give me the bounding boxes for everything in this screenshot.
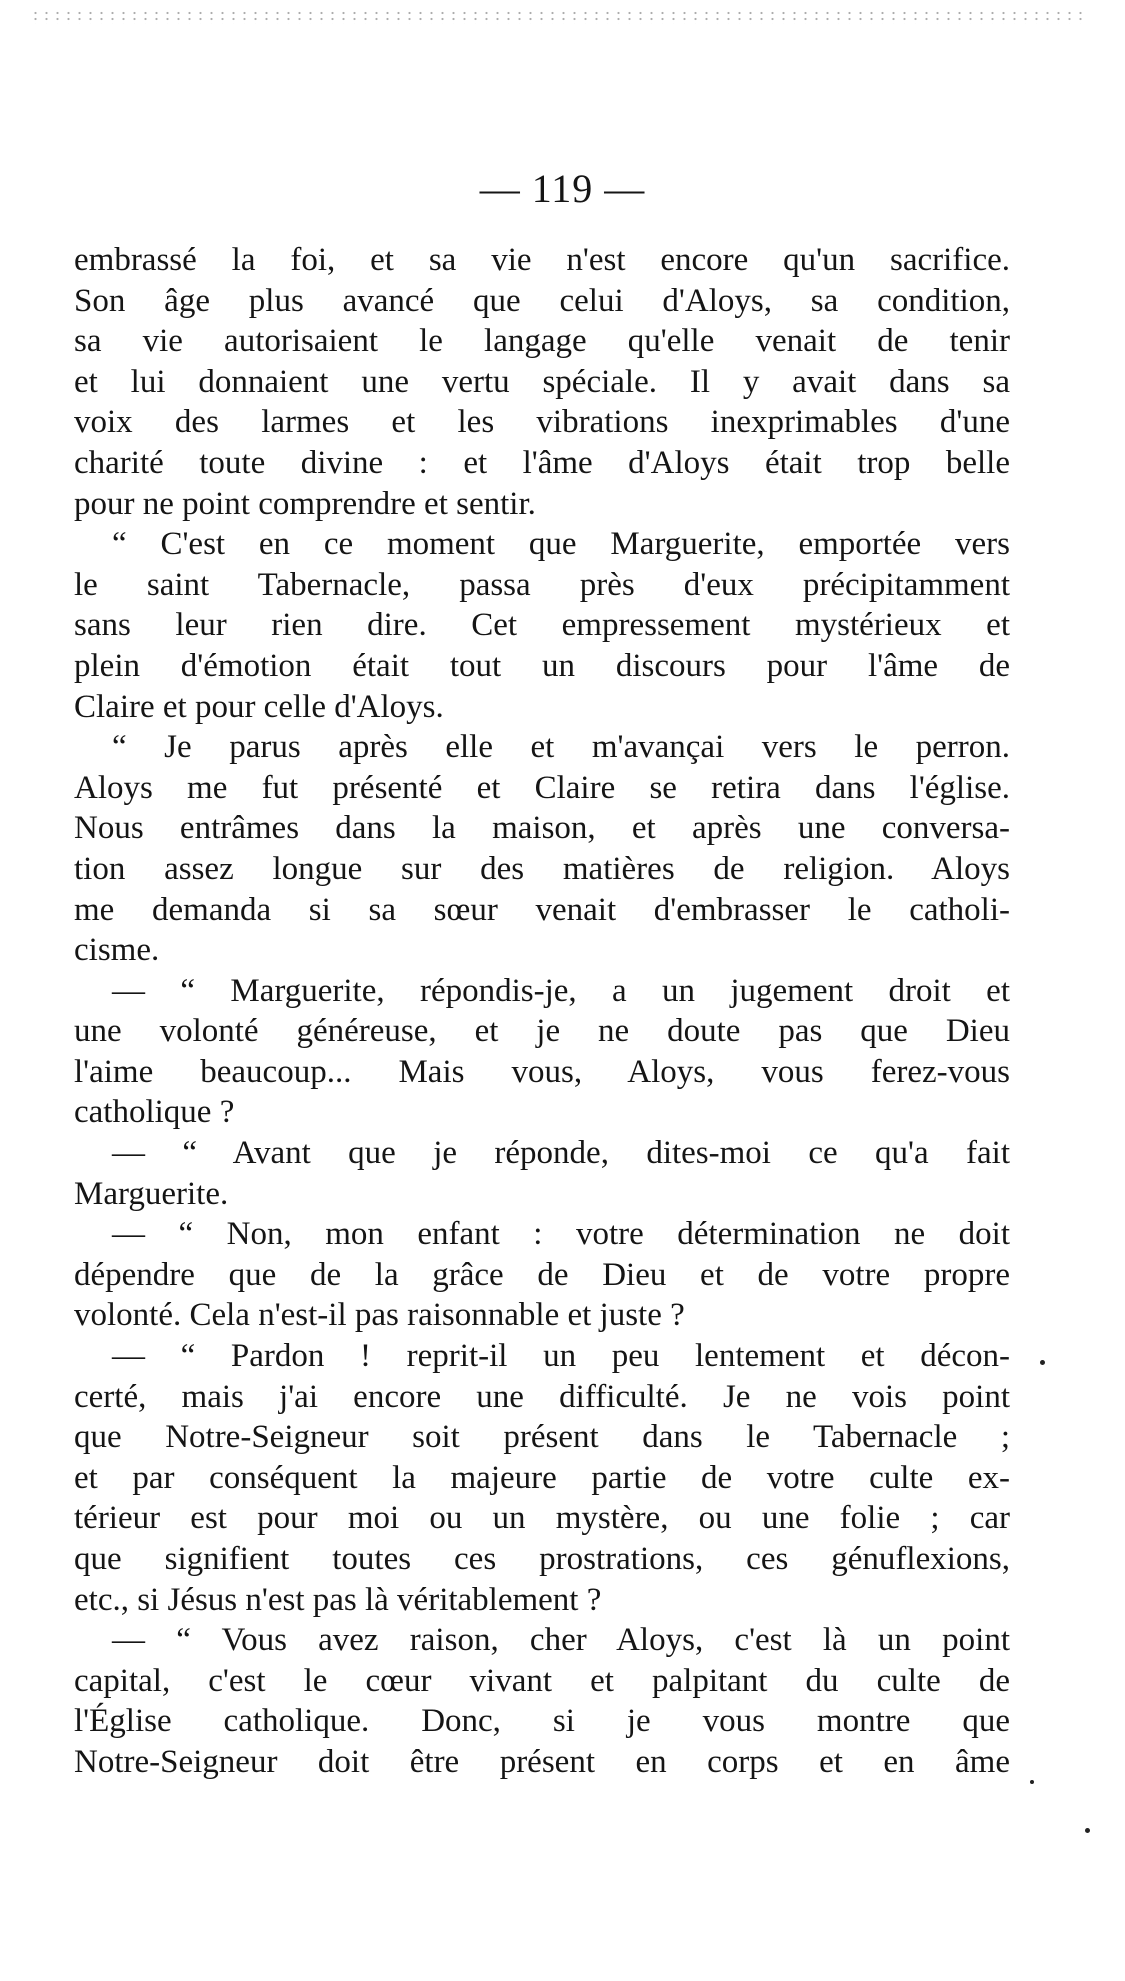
text-line: — “ Vous avez raison, cher Aloys, c'est là un point xyxy=(112,1622,1010,1659)
text-line: Notre-Seigneur doit être présent en corps et en âme xyxy=(74,1743,1010,1780)
scan-noise-top-edge xyxy=(30,10,1090,24)
text-line: térieur est pour moi ou un mystère, ou une folie ; car xyxy=(74,1500,1010,1537)
ink-speck xyxy=(1030,1780,1034,1784)
text-line: et par conséquent la majeure partie de votre culte ex- xyxy=(74,1459,1010,1496)
text-line: — “ Marguerite, répondis-je, a un jugement droit et xyxy=(112,972,1010,1009)
text-line: tion assez longue sur des matières de religion. Aloys xyxy=(74,850,1010,887)
body-text xyxy=(74,240,1010,1783)
text-line: volonté. Cela n'est-il pas raisonnable et juste ? xyxy=(74,1297,685,1334)
text-line: — “ Non, mon enfant : votre détermination ne doit xyxy=(112,1216,1010,1253)
text-line: que Notre-Seigneur soit présent dans le Tabernacle ; xyxy=(74,1419,1010,1456)
text-line: — “ Avant que je réponde, dites-moi ce qu'a fait xyxy=(112,1135,1010,1172)
text-line: me demanda si sa sœur venait d'embrasser le catholi- xyxy=(74,891,1010,928)
text-line: catholique ? xyxy=(74,1094,235,1131)
text-line: sans leur rien dire. Cet empressement mystérieux et xyxy=(74,607,1010,644)
text-line: et lui donnaient une vertu spéciale. Il y avait dans sa xyxy=(74,363,1010,400)
text-line: certé, mais j'ai encore une difficulté. Je ne vois point xyxy=(74,1378,1010,1415)
ink-speck xyxy=(1040,1360,1045,1365)
text-line: “ Je parus après elle et m'avançai vers le perron. xyxy=(112,729,1010,766)
text-line: capital, c'est le cœur vivant et palpitant du culte de xyxy=(74,1662,1010,1699)
text-line: Nous entrâmes dans la maison, et après une conversa- xyxy=(74,810,1010,847)
text-line: voix des larmes et les vibrations inexprimables d'une xyxy=(74,404,1010,441)
text-line: “ C'est en ce moment que Marguerite, emportée vers xyxy=(112,526,1010,563)
text-line: dépendre que de la grâce de Dieu et de votre propre xyxy=(74,1256,1010,1293)
ink-speck xyxy=(1085,1828,1090,1833)
text-line: — “ Pardon ! reprit-il un peu lentement et décon- xyxy=(112,1338,1010,1375)
text-line: l'Église catholique. Donc, si je vous montre que xyxy=(74,1703,1010,1740)
text-line: embrassé la foi, et sa vie n'est encore qu'un sacrifice. xyxy=(74,242,1010,278)
text-line: une volonté généreuse, et je ne doute pas que Dieu xyxy=(74,1013,1010,1050)
text-line: Son âge plus avancé que celui d'Aloys, sa condition, xyxy=(74,282,1010,319)
text-line: cisme. xyxy=(74,932,160,969)
text-line: le saint Tabernacle, passa près d'eux précipitamment xyxy=(74,566,1010,603)
text-line: plein d'émotion était tout un discours pour l'âme de xyxy=(74,647,1010,684)
text-line: que signifient toutes ces prostrations, ces génuflexions, xyxy=(74,1541,1010,1577)
text-line: charité toute divine : et l'âme d'Aloys était trop belle xyxy=(74,444,1010,481)
text-line: sa vie autorisaient le langage qu'elle venait de tenir xyxy=(74,323,1010,360)
text-line: Marguerite. xyxy=(74,1175,229,1212)
text-line: l'aime beaucoup... Mais vous, Aloys, vous ferez-vous xyxy=(74,1053,1010,1090)
text-line: etc., si Jésus n'est pas là véritablement ? xyxy=(74,1581,602,1618)
page-number: — 119 — xyxy=(479,166,646,211)
text-line: Aloys me fut présenté et Claire se retira dans l'église. xyxy=(74,769,1010,806)
text-line: pour ne point comprendre et sentir. xyxy=(74,485,536,522)
text-line: Claire et pour celle d'Aloys. xyxy=(74,688,444,725)
